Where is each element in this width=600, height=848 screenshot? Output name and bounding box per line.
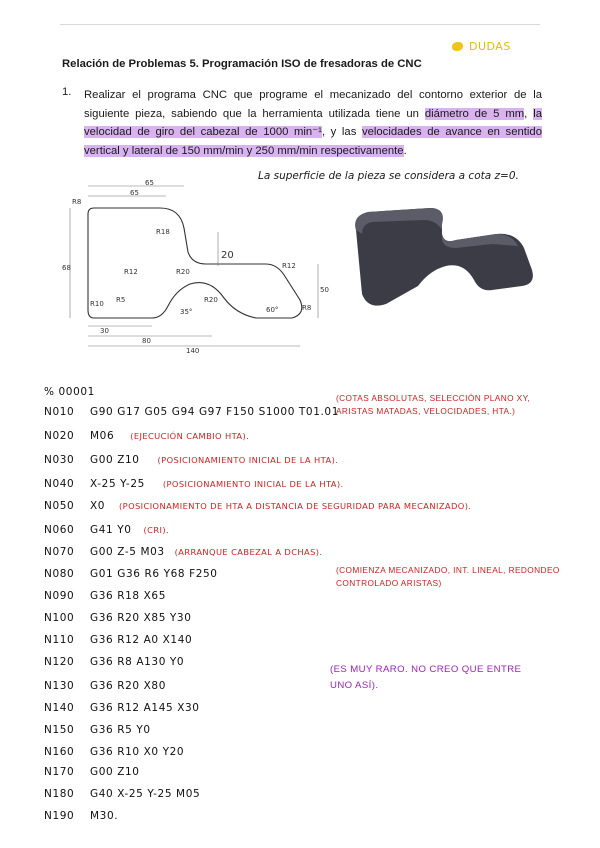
program-line: N110 G36 R12 A0 X140	[44, 634, 193, 646]
dim-35-deg: 35°	[180, 308, 193, 316]
program-line: N190 M30.	[44, 810, 119, 822]
badge-label: DUDAS	[469, 40, 511, 53]
dim-140: 140	[186, 347, 200, 355]
comment-n080: (COMIENZA MECANIZADO, INT. LINEAL, REDONDEO CONTROLADO ARISTAS)	[336, 565, 560, 588]
dim-65-top: 65	[145, 179, 154, 187]
handwritten-note: La superficie de la pieza se considera a cota z=0.	[258, 170, 519, 182]
program-line: N060 G41 Y0 (CRI).	[44, 524, 170, 536]
problem-statement	[84, 86, 542, 160]
dim-65: 65	[130, 189, 139, 197]
doubt-note: (ES MUY RARO. NO CREO QUE ENTRE UNO ASÍ).	[330, 664, 522, 691]
program-line: N120 G36 R8 A130 Y0	[44, 656, 185, 668]
dim-r12a: R12	[124, 268, 138, 276]
tag-icon	[452, 42, 463, 51]
dim-r8: R8	[72, 198, 82, 206]
program-header: % 00001	[44, 386, 95, 398]
program-line: N090 G36 R18 X65	[44, 590, 166, 602]
statement-segment: Realizar el programa CNC que programe el mecanizado del contorno exterior de la siguiente pieza, sabiendo que la herramienta utilizada tiene un	[84, 89, 542, 120]
dim-r20b: R20	[204, 296, 218, 304]
dim-r12b: R12	[282, 262, 296, 270]
program-line: N140 G36 R12 A145 X30	[44, 702, 200, 714]
program-line: N010 G90 G17 G05 G94 G97 F150 S1000 T01.01	[44, 406, 339, 418]
program-line: N020 M06 (EJECUCIÓN CAMBIO HTA).	[44, 430, 250, 442]
dim-r8b: R8	[302, 304, 312, 312]
program-line: N130 G36 R20 X80	[44, 680, 166, 692]
program-line: N160 G36 R10 X0 Y20	[44, 746, 185, 758]
dim-r10: R10	[90, 300, 104, 308]
dim-r5: R5	[116, 296, 126, 304]
dim-68: 68	[62, 264, 71, 272]
page-top-rule	[60, 24, 540, 25]
technical-drawing	[60, 174, 350, 364]
highlight-feed-rates: velocidades de avance en sentido vertical y lateral de 150 mm/min y 250 mm/min respectivamente	[84, 126, 542, 157]
program-line: N080 G01 G36 R6 Y68 F250	[44, 568, 218, 580]
dim-20: 20	[221, 250, 234, 261]
dim-r20a: R20	[176, 268, 190, 276]
dim-30: 30	[100, 327, 109, 335]
program-line: N040 X-25 Y-25 (POSICIONAMIENTO INICIAL DE LA HTA).	[44, 478, 344, 490]
dim-60-deg: 60°	[266, 306, 279, 314]
part-3d-render	[346, 200, 542, 310]
problem-number: 1.	[62, 86, 72, 98]
program-line: N150 G36 R5 Y0	[44, 724, 151, 736]
dudas-badge[interactable]	[452, 40, 511, 53]
dim-80: 80	[142, 337, 151, 345]
program-line: N100 G36 R20 X85 Y30	[44, 612, 192, 624]
comment-n010: (COTAS ABSOLUTAS, SELECCIÓN PLANO XY, ARISTAS MATADAS, VELOCIDADES, HTA.)	[336, 393, 531, 416]
dim-r18: R18	[156, 228, 170, 236]
program-line: N180 G40 X-25 Y-25 M05	[44, 788, 201, 800]
statement-segment: ,	[524, 107, 534, 120]
document-title: Relación de Problemas 5. Programación ISO de fresadoras de CNC	[62, 58, 422, 70]
dim-50: 50	[320, 286, 329, 294]
program-line: N170 G00 Z10	[44, 766, 140, 778]
highlight-spindle-speed: la velocidad de giro del cabezal de 1000 min⁻¹	[84, 107, 542, 138]
program-line: N030 G00 Z10 (POSICIONAMIENTO INICIAL DE LA HTA).	[44, 454, 339, 466]
highlight-diameter: diámetro de 5 mm	[424, 107, 525, 120]
program-line: N070 G00 Z-5 M03 (ARRANQUE CABEZAL A DCHAS).	[44, 546, 323, 558]
statement-segment: .	[403, 144, 407, 157]
statement-segment: , y las	[321, 126, 362, 138]
program-line: N050 X0 (POSICIONAMIENTO DE HTA A DISTANCIA DE SEGURIDAD PARA MECANIZADO).	[44, 500, 472, 512]
